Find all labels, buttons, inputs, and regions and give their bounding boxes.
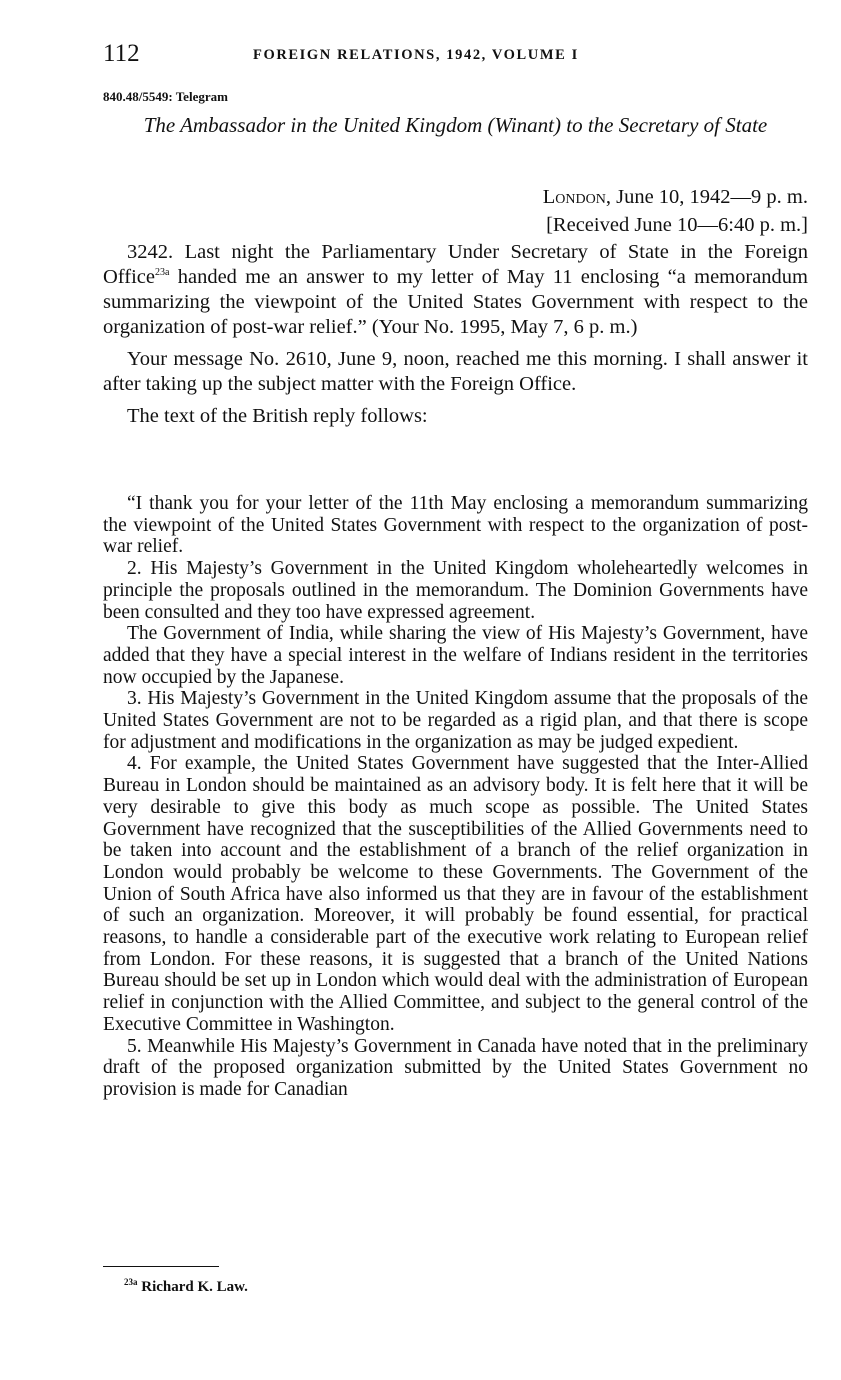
file-reference: 840.48/5549: Telegram [103, 89, 228, 104]
sent-line [466, 183, 808, 211]
dateline [466, 183, 808, 239]
quote-paragraph: 5. Meanwhile His Majesty’s Government in Canada have noted that in the preliminary draft of the proposed organization submitted by the United States Government no provision is made for Canadian [103, 1035, 808, 1100]
footnote-reference: 23a [154, 267, 170, 279]
quote-paragraph: The Government of India, while sharing the view of His Majesty’s Government, have added that they have a special interest in the welfare of Indians resident in the territories now occupied by the Japanese. [103, 623, 808, 688]
footnote [124, 1277, 248, 1296]
document-title: The Ambassador in the United Kingdom (Winant) to the Secretary of State [143, 113, 768, 137]
footnote-text: Richard K. Law. [141, 1279, 248, 1295]
received-line: [Received June 10—6:40 p. m.] [546, 214, 808, 236]
quote-paragraph: 2. His Majesty’s Government in the United Kingdom wholeheartedly welcomes in principle the proposals outlined in the memorandum. The Dominion Governments have been consulted and they too have expressed agreement. [103, 558, 808, 623]
quote-paragraph: 4. For example, the United States Government have suggested that the Inter-Allied Bureau in London should be maintained as an advisory body. It is felt here that it will be very desirable to give this body as much scope as possible. The United States Government have recognized that the susceptibilities of the Allied Governments need to be taken into account and the establishment of a branch of the relief organization in London would probably be welcome to these Governments. The Government of the Union of South Africa have also informed us that they are in favour of the establishment of such an organization. Moreover, it will probably be found essential, for practical reasons, to handle a considerable part of the executive work relating to European relief from London. For these reasons, it is suggested that a branch of the United Nations Bureau should be set up in London which would deal with the administration of European relief in conjunction with the Allied Committee, and subject to the general control of the Executive Committee in Washington. [103, 753, 808, 1035]
footnote-divider [103, 1266, 219, 1267]
paragraph: Your message No. 2610, June 9, noon, reached me this morning. I shall answer it after taking up the subject matter with the Foreign Office. [103, 348, 808, 395]
telegram-body [103, 240, 808, 436]
quote-paragraph: 3. His Majesty’s Government in the United Kingdom assume that the proposals of the United States Government are not to be regarded as a rigid plan, and that there is scope for adjustment and modifications in the organization as may be judged expedient. [103, 688, 808, 753]
footnote-mark: 23a [124, 1277, 138, 1287]
quote-paragraph: “I thank you for your letter of the 11th May enclosing a memorandum summarizing the viewpoint of the United States Government with respect to the organization of post-war relief. [103, 493, 808, 558]
dateline-place: London [542, 186, 606, 208]
page-header [103, 40, 808, 68]
page-number: 112 [103, 40, 140, 67]
dateline-date: , June 10, 1942—9 p. m. [605, 186, 808, 208]
british-reply-quote [103, 493, 808, 1101]
paragraph: 3242. Last night the Parliamentary Under Secretary of State in the Foreign Office$^{23a}$ handed me an answer to my letter of May 11 enclosing “a memorandum summarizing the viewpoint of the United States Government with respect to the organization of post-war relief.” (Your No. 1995, May 7, 6 p. m.) [103, 241, 808, 338]
paragraph: The text of the British reply follows: [127, 405, 428, 427]
running-title: FOREIGN RELATIONS, 1942, VOLUME I [253, 47, 579, 63]
